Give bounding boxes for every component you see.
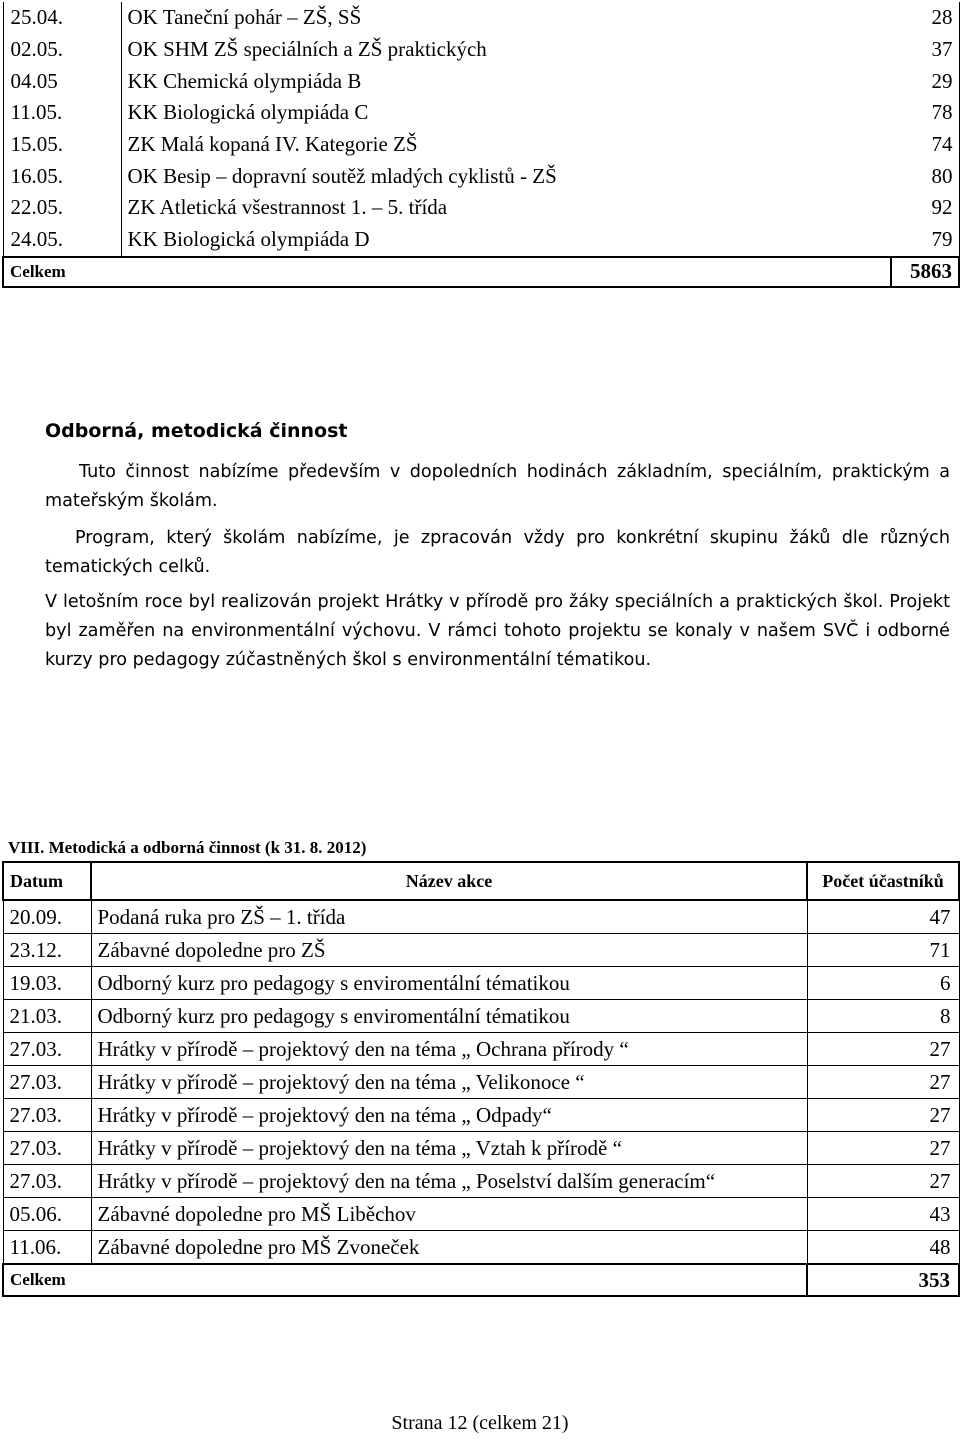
participants-cell: 47 (807, 900, 959, 934)
section-title: Odborná, metodická činnost (45, 420, 348, 442)
event-name-cell: Podaná ruka pro ZŠ – 1. třída (91, 900, 807, 934)
participants-cell: 37 (891, 34, 959, 66)
table-row (3, 97, 959, 129)
page-footer: Strana 12 (celkem 21) (391, 1412, 569, 1434)
date-cell: 24.05. (3, 224, 121, 257)
event-name-cell: OK Taneční pohár – ZŠ, SŠ (127, 5, 362, 30)
table-row (3, 1033, 959, 1066)
event-name-cell: Hrátky v přírodě – projektový den na téma „ Odpady“ (91, 1099, 807, 1132)
participants-cell: 8 (807, 1000, 959, 1033)
event-name-cell: ZK Atletická všestrannost 1. – 5. třída (127, 195, 448, 220)
date-cell: 21.03. (3, 1000, 91, 1033)
paragraph: Program, který školám nabízíme, je zpracován vždy pro konkrétní skupinu žáků dle různých tematických celků. (45, 528, 950, 577)
event-name-cell: KK Chemická olympiáda B (127, 68, 362, 93)
header-count: Počet účastníků (807, 862, 959, 900)
event-name-cell: ZK Malá kopaná IV. Kategorie ZŠ (127, 132, 418, 157)
event-name-cell: Hrátky v přírodě – projektový den na téma „ Vztah k přírodě “ (91, 1132, 807, 1165)
events-table-continued (2, 2, 960, 288)
total-row (3, 257, 959, 287)
table-row (3, 1099, 959, 1132)
participants-cell: 80 (891, 160, 959, 192)
participants-cell: 43 (807, 1198, 959, 1231)
date-cell: 11.05. (3, 97, 121, 129)
methodology-table-body (3, 862, 959, 1296)
events-table-body (3, 2, 959, 287)
table-row (3, 2, 959, 34)
event-name-cell: KK Biologická olympiáda C (127, 100, 369, 125)
participants-cell: 78 (891, 97, 959, 129)
event-name-cell: Odborný kurz pro pedagogy s enviromentální tématikou (91, 1000, 807, 1033)
event-name-cell: Hrátky v přírodě – projektový den na téma „ Ochrana přírody “ (91, 1033, 807, 1066)
participants-cell: 27 (807, 1066, 959, 1099)
table-row (3, 192, 959, 224)
table-title: VIII. Metodická a odborná činnost (k 31. 8. 2012) (8, 838, 367, 857)
event-name-cell: Zábavné dopoledne pro MŠ Zvoneček (91, 1231, 807, 1265)
total-label: Celkem (3, 257, 891, 287)
header-name: Název akce (91, 862, 807, 900)
date-cell: 27.03. (3, 1165, 91, 1198)
participants-cell: 29 (891, 65, 959, 97)
date-cell: 23.12. (3, 934, 91, 967)
participants-cell: 71 (807, 934, 959, 967)
table-row (3, 934, 959, 967)
total-row (3, 1264, 959, 1296)
participants-cell: 48 (807, 1231, 959, 1265)
date-cell: 02.05. (3, 34, 121, 66)
table-row (3, 1165, 959, 1198)
table-row (3, 900, 959, 934)
participants-cell: 74 (891, 129, 959, 161)
date-cell: 27.03. (3, 1066, 91, 1099)
participants-cell: 6 (807, 967, 959, 1000)
date-cell: 11.06. (3, 1231, 91, 1265)
event-name-cell: Hrátky v přírodě – projektový den na téma „ Velikonoce “ (91, 1066, 807, 1099)
event-name-cell: OK Besip – dopravní soutěž mladých cyklistů - ZŠ (127, 163, 557, 188)
table-row (3, 34, 959, 66)
participants-cell: 27 (807, 1099, 959, 1132)
event-name-cell: OK SHM ZŠ speciálních a ZŠ praktických (127, 37, 487, 62)
event-name-cell: Zábavné dopoledne pro ZŠ (91, 934, 807, 967)
table-row (3, 1132, 959, 1165)
participants-cell: 27 (807, 1033, 959, 1066)
table-row (3, 1000, 959, 1033)
table-row (3, 65, 959, 97)
total-value: 5863 (891, 257, 959, 287)
participants-cell: 92 (891, 192, 959, 224)
event-name-cell: Zábavné dopoledne pro MŠ Liběchov (91, 1198, 807, 1231)
event-name-cell: KK Biologická olympiáda D (127, 227, 370, 252)
participants-cell: 27 (807, 1165, 959, 1198)
event-name-cell: Hrátky v přírodě – projektový den na téma „ Poselství dalším generacím“ (91, 1165, 807, 1198)
event-name-cell: Odborný kurz pro pedagogy s enviromentální tématikou (91, 967, 807, 1000)
date-cell: 25.04. (3, 2, 121, 34)
participants-cell: 79 (891, 224, 959, 257)
date-cell: 16.05. (3, 160, 121, 192)
date-cell: 20.09. (3, 900, 91, 934)
table-row (3, 1198, 959, 1231)
date-cell: 04.05 (3, 65, 121, 97)
table-row (3, 129, 959, 161)
participants-cell: 27 (807, 1132, 959, 1165)
date-cell: 27.03. (3, 1033, 91, 1066)
date-cell: 15.05. (3, 129, 121, 161)
table-row (3, 160, 959, 192)
table-row (3, 967, 959, 1000)
total-label: Celkem (3, 1264, 807, 1296)
participants-cell: 28 (891, 2, 959, 34)
date-cell: 27.03. (3, 1099, 91, 1132)
header-date: Datum (3, 862, 91, 900)
table-row (3, 1066, 959, 1099)
date-cell: 05.06. (3, 1198, 91, 1231)
date-cell: 19.03. (3, 967, 91, 1000)
table-row (3, 1231, 959, 1265)
date-cell: 27.03. (3, 1132, 91, 1165)
table-header-row (3, 862, 959, 900)
methodology-table (2, 861, 960, 1297)
paragraph: V letošním roce byl realizován projekt Hrátky v přírodě pro žáky speciálních a praktických škol. Projekt byl zaměřen na environmentální výchovu. V rámci tohoto projektu se konaly v našem SVČ i odborné kurzy pro pedagogy zúčastněných škol s environmentální tématikou. (45, 592, 950, 670)
paragraph: Tuto činnost nabízíme především v dopoledních hodinách základním, speciálním, praktickým a mateřským školám. (45, 462, 950, 511)
total-value: 353 (807, 1264, 959, 1296)
table-row (3, 224, 959, 257)
date-cell: 22.05. (3, 192, 121, 224)
